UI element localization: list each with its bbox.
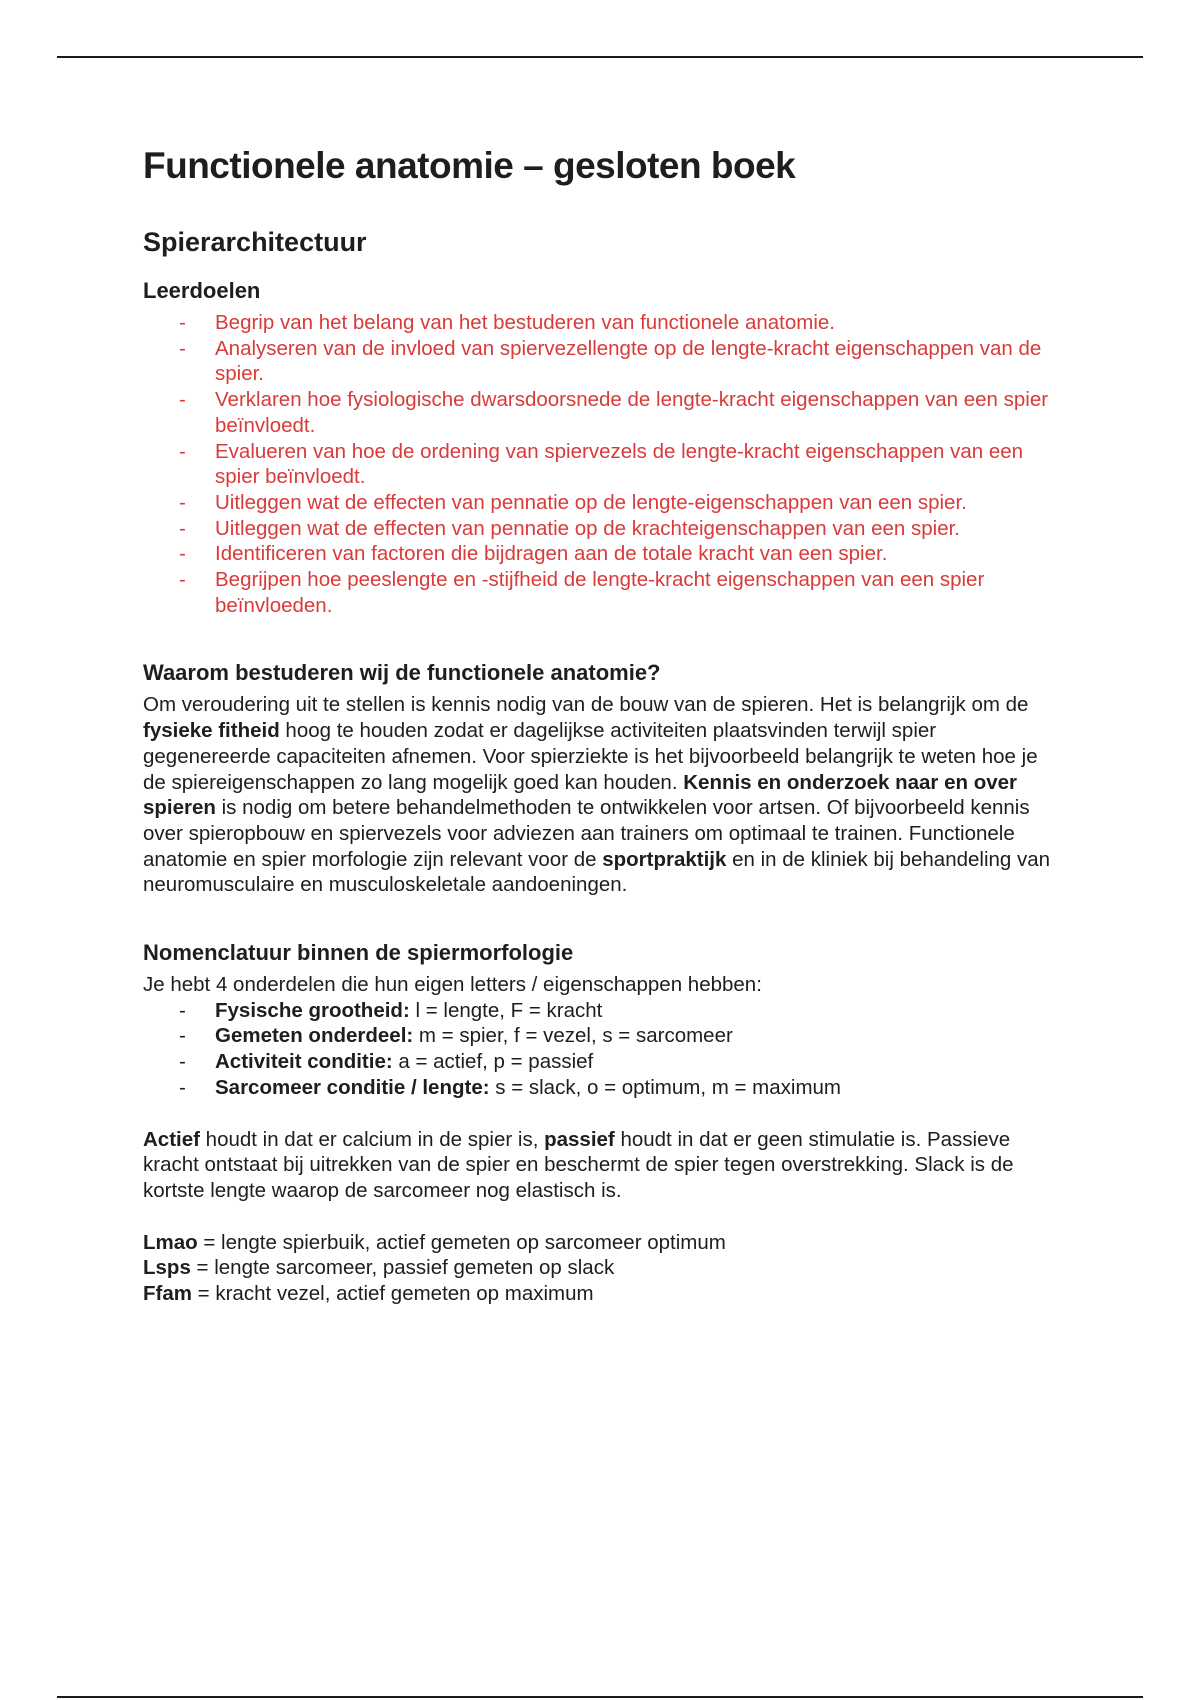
definition-line: Lmao = lengte spierbuik, actief gemeten op sarcomeer optimum — [143, 1230, 726, 1254]
bullet-dash: - — [179, 490, 186, 514]
active-passive-paragraph: Actief houdt in dat er calcium in de spier is, passief houdt in dat er geen stimulatie is. Passieve kracht ontstaat bij uitrekken van de spier en beschermt de spier tegen overstrekking. Slack is de kortste lengte waarop de sarcomeer nog elastisch is. — [143, 1127, 1014, 1202]
nomenclature-list — [143, 998, 1053, 1101]
bullet-dash: - — [179, 311, 186, 334]
learning-goal-item: - Begrijpen hoe peeslengte en -stijfheid de lengte-kracht eigenschappen van een spier beïnvloeden. — [179, 568, 985, 617]
nomenclature-item: - Gemeten onderdeel: m = spier, f = vezel, s = sarcomeer — [179, 1024, 733, 1048]
learning-goals-heading: Leerdoelen — [143, 278, 261, 303]
nomenclature-heading: Nomenclatuur binnen de spiermorfologie — [143, 940, 574, 966]
learning-goal-item: - Uitleggen wat de effecten van pennatie op de krachteigenschappen van een spier. — [179, 516, 960, 540]
learning-goals-list — [143, 310, 1053, 618]
nomenclature-item: - Activiteit conditie: a = actief, p = passief — [179, 1050, 594, 1074]
definition-line: Lsps = lengte sarcomeer, passief gemeten op slack — [143, 1256, 615, 1280]
learning-goal-item: - Begrip van het belang van het bestuderen van functionele anatomie. — [179, 311, 835, 334]
nomenclature-item: - Sarcomeer conditie / lengte: s = slack, o = optimum, m = maximum — [179, 1075, 842, 1099]
learning-goal-item: - Evalueren van hoe de ordening van spiervezels de lengte-kracht eigenschappen van een spier beïnvloedt. — [179, 439, 1024, 489]
learning-goal-item: - Identificeren van factoren die bijdragen aan de totale kracht van een spier. — [179, 542, 888, 566]
learning-goal-item: - Analyseren van de invloed van spiervezellengte op de lengte-kracht eigenschappen van de spier. — [179, 336, 1042, 386]
nomenclature-intro: Je hebt 4 onderdelen die hun eigen letters / eigenschappen hebben: — [143, 973, 762, 997]
learning-goal-item: - Uitleggen wat de effecten van pennatie op de lengte-eigenschappen van een spier. — [179, 490, 967, 514]
document-title: Functionele anatomie – gesloten boek — [143, 145, 796, 186]
why-paragraph: Om veroudering uit te stellen is kennis nodig van de bouw van de spieren. Het is belangrijk om de fysieke fitheid hoog te houden zodat er dagelijkse activiteiten plaatsvinden terwijl spier gegenereerde capaciteiten afnemen. Voor spierziekte is het bijvoorbeeld belangrijk te weten hoe je de spiereigenschappen zo lang mogelijk goed kan houden. Kennis en onderzoek naar en over spieren is nodig om betere behandelmethoden te ontwikkelen voor artsen. Of bijvoorbeeld kennis over spieropbouw en spiervezels voor adviezen aan trainers om optimaal te trainen. Functionele anatomie en spier morfologie zijn relevant voor de sportpraktijk en in de kliniek bij behandeling van neuromusculaire en musculoskeletale aandoeningen. — [143, 693, 1051, 897]
footer-rule — [57, 1696, 1143, 1698]
bullet-dash: - — [179, 1050, 186, 1074]
bullet-dash: - — [179, 1024, 186, 1048]
bullet-dash: - — [179, 1075, 186, 1099]
definition-line: Ffam = kracht vezel, actief gemeten op maximum — [143, 1282, 594, 1306]
nomenclature-item: - Fysische grootheid: l = lengte, F = kracht — [179, 998, 603, 1022]
section-title: Spierarchitectuur — [143, 227, 367, 257]
document-body — [143, 140, 1053, 1307]
bullet-dash: - — [179, 998, 186, 1022]
bullet-dash: - — [179, 388, 186, 412]
definitions-block — [143, 1230, 1053, 1307]
why-heading: Waarom bestuderen wij de functionele anatomie? — [143, 660, 661, 686]
bullet-dash: - — [179, 439, 186, 463]
bullet-dash: - — [179, 516, 186, 540]
header-rule — [57, 56, 1143, 58]
bullet-dash: - — [179, 336, 186, 360]
bullet-dash: - — [179, 568, 186, 592]
bullet-dash: - — [179, 542, 186, 566]
learning-goal-item: - Verklaren hoe fysiologische dwarsdoorsnede de lengte-kracht eigenschappen van een spier beïnvloedt. — [179, 388, 1049, 437]
